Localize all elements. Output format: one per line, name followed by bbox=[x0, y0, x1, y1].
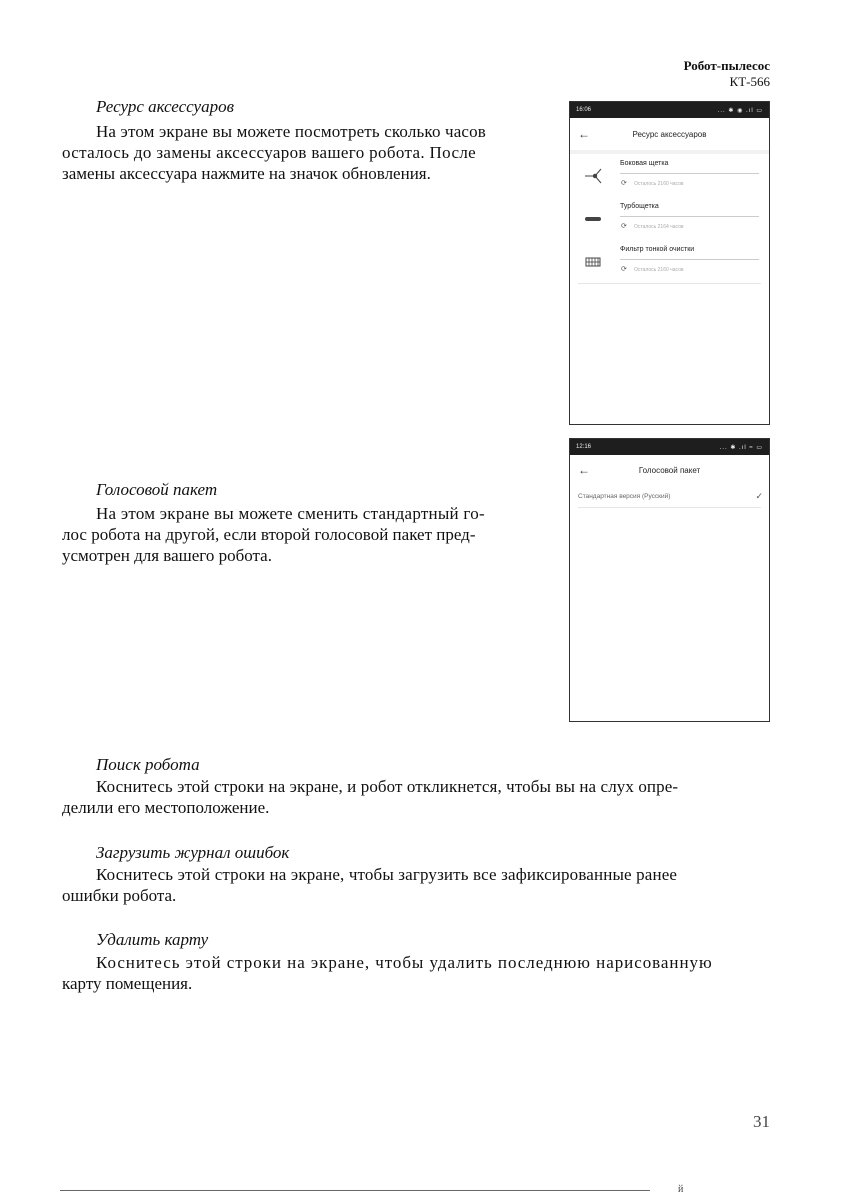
text-line: усмотрен для вашего робота. bbox=[62, 546, 272, 565]
accessories-screenshot bbox=[569, 101, 770, 425]
text-line: замены аксессуара нажмите на значок обновления. bbox=[62, 164, 431, 183]
refresh-icon[interactable]: ⟳ bbox=[621, 223, 627, 230]
accessory-item-turbo-brush bbox=[570, 197, 769, 240]
section-title-error-log: Загрузить журнал ошибок bbox=[96, 843, 290, 862]
remaining-hours: Осталось 2164 часов bbox=[634, 224, 684, 230]
voice-option-label: Стандартная версия (Русский) bbox=[578, 492, 671, 500]
side-brush-icon bbox=[582, 168, 604, 184]
text-line: лос робота на другой, если второй голосовой пакет пред- bbox=[62, 525, 476, 544]
accessory-item-filter bbox=[570, 240, 769, 283]
status-time: 12:16 bbox=[576, 444, 592, 450]
divider bbox=[578, 507, 761, 508]
text-line: делили его местоположение. bbox=[62, 798, 270, 817]
text-line: Коснитесь этой строки на экране, и робот откликнется, чтобы вы на слух опре- bbox=[96, 777, 679, 796]
text-line: Коснитесь этой строки на экране, чтобы удалить последнюю нарисованную bbox=[96, 953, 713, 972]
section-title-delete-map: Удалить карту bbox=[96, 930, 209, 949]
refresh-icon[interactable]: ⟳ bbox=[621, 266, 627, 273]
accessory-name: Фильтр тонкой очистки bbox=[620, 246, 695, 253]
progress-line bbox=[620, 216, 759, 217]
progress-line bbox=[620, 173, 759, 174]
bottom-mark: й bbox=[678, 1184, 684, 1195]
product-name: Робот-пылесос bbox=[683, 58, 770, 73]
text-line: На этом экране вы можете посмотреть сколько часов bbox=[96, 122, 486, 141]
divider bbox=[578, 283, 761, 284]
running-header bbox=[684, 58, 770, 90]
turbo-brush-icon bbox=[582, 211, 604, 227]
section-title-find-robot: Поиск робота bbox=[96, 755, 200, 774]
accessory-name: Боковая щетка bbox=[620, 160, 669, 167]
status-bar bbox=[570, 102, 769, 118]
status-time: 16:06 bbox=[576, 107, 592, 113]
section-text-find-robot bbox=[62, 776, 770, 818]
app-bar bbox=[570, 455, 769, 485]
section-text-voice bbox=[62, 503, 546, 566]
section-text-error-log bbox=[62, 864, 770, 906]
page-number: 31 bbox=[753, 1112, 770, 1131]
text-line: ошибки робота. bbox=[62, 886, 177, 905]
voice-pack-screenshot bbox=[569, 438, 770, 722]
status-icons: ... ✱ ◉ .ıl ▭ bbox=[717, 107, 763, 114]
voice-option-standard[interactable] bbox=[570, 485, 769, 507]
text-line: карту помещения. bbox=[62, 974, 193, 993]
accessory-item-side-brush bbox=[570, 154, 769, 197]
text-line: Коснитесь этой строки на экране, чтобы загрузить все зафиксированные ранее bbox=[96, 865, 678, 884]
section-title-voice: Голосовой пакет bbox=[96, 480, 218, 499]
bottom-rule bbox=[60, 1190, 650, 1191]
check-icon: ✓ bbox=[755, 490, 763, 501]
section-title-accessories: Ресурс аксессуаров bbox=[96, 97, 234, 116]
progress-line bbox=[620, 259, 759, 260]
status-bar bbox=[570, 439, 769, 455]
remaining-hours: Осталось 2160 часов bbox=[634, 267, 684, 273]
filter-icon bbox=[582, 254, 604, 270]
status-icons: ... ✱ .ıl ≈ ▭ bbox=[719, 444, 763, 451]
text-line: осталось до замены аксессуаров вашего робота. После bbox=[62, 143, 477, 162]
app-bar bbox=[570, 118, 769, 150]
screen-title: Голосовой пакет bbox=[638, 465, 701, 475]
back-arrow-icon[interactable]: ← bbox=[578, 127, 590, 141]
refresh-icon[interactable]: ⟳ bbox=[621, 180, 627, 187]
section-text-accessories bbox=[62, 121, 546, 184]
accessory-name: Турбощетка bbox=[620, 203, 659, 210]
text-line: На этом экране вы можете сменить стандартный го- bbox=[96, 504, 485, 523]
back-arrow-icon[interactable]: ← bbox=[578, 463, 590, 477]
screen-title: Ресурс аксессуаров bbox=[632, 129, 707, 139]
remaining-hours: Осталось 2160 часов bbox=[634, 181, 684, 187]
section-text-delete-map bbox=[62, 952, 770, 994]
model-number: КТ-566 bbox=[729, 74, 770, 89]
